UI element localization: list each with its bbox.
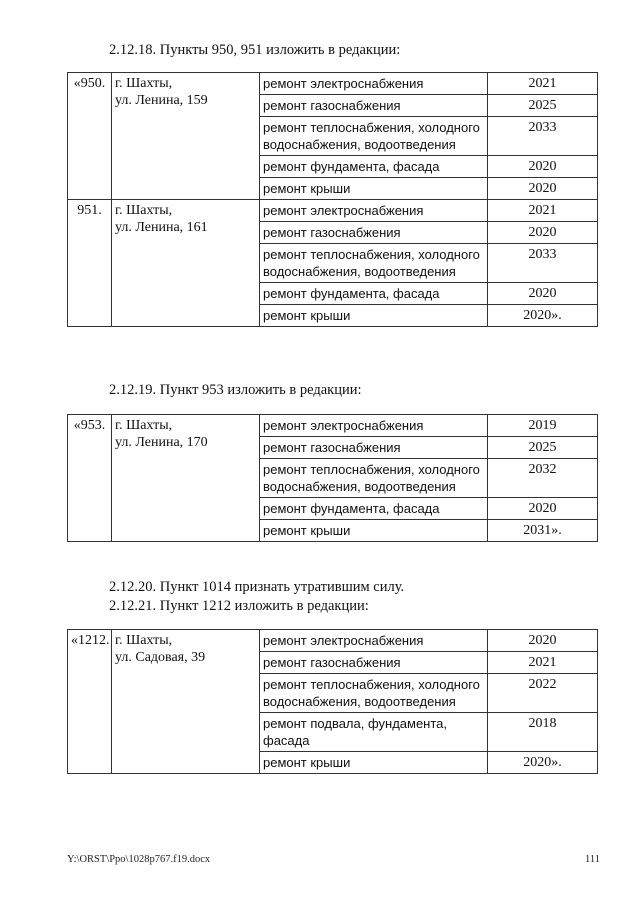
- work-year: 2021: [488, 652, 598, 674]
- address-city: г. Шахты,: [115, 76, 173, 91]
- table-items-950-951: [67, 72, 598, 327]
- work-year: 2032: [488, 459, 598, 498]
- work-type: ремонт фундамента, фасада: [260, 283, 488, 305]
- table-row: [68, 630, 598, 652]
- table-row: [68, 200, 598, 222]
- table-row: [68, 73, 598, 95]
- section-heading-2-12-20: 2.12.20. Пункт 1014 признать утратившим силу.: [109, 579, 405, 595]
- address-street: ул. Садовая, 39: [115, 650, 206, 665]
- work-year: 2019: [488, 415, 598, 437]
- work-year: 2025: [488, 95, 598, 117]
- work-type: ремонт электроснабжения: [260, 73, 488, 95]
- work-type: ремонт теплоснабжения, холодного водоснабжения, водоотведения: [260, 117, 488, 156]
- table-item-1212: [67, 629, 598, 774]
- address-street: ул. Ленина, 170: [115, 435, 208, 450]
- work-year: 2018: [488, 713, 598, 752]
- work-year: 2020».: [488, 752, 598, 774]
- item-number: «1212.: [68, 630, 112, 774]
- table-item-953: [67, 414, 598, 542]
- work-year: 2020: [488, 283, 598, 305]
- work-type: ремонт крыши: [260, 520, 488, 542]
- work-year: 2031».: [488, 520, 598, 542]
- work-type: ремонт теплоснабжения, холодного водоснабжения, водоотведения: [260, 674, 488, 713]
- address-street: ул. Ленина, 161: [115, 220, 208, 235]
- work-type: ремонт крыши: [260, 305, 488, 327]
- work-year: 2020: [488, 498, 598, 520]
- address-street: ул. Ленина, 159: [115, 93, 208, 108]
- item-number: 951.: [68, 200, 112, 327]
- work-type: ремонт теплоснабжения, холодного водоснабжения, водоотведения: [260, 244, 488, 283]
- work-type: ремонт фундамента, фасада: [260, 498, 488, 520]
- work-type: ремонт газоснабжения: [260, 222, 488, 244]
- work-type: ремонт газоснабжения: [260, 95, 488, 117]
- work-type: ремонт газоснабжения: [260, 437, 488, 459]
- work-year: 2022: [488, 674, 598, 713]
- work-year: 2021: [488, 200, 598, 222]
- footer-file-path: Y:\ORST\Ppo\1028p767.f19.docx: [67, 854, 211, 865]
- work-type: ремонт электроснабжения: [260, 630, 488, 652]
- work-year: 2020: [488, 156, 598, 178]
- work-year: 2020: [488, 178, 598, 200]
- address-city: г. Шахты,: [115, 418, 173, 433]
- item-number: «953.: [68, 415, 112, 542]
- work-type: ремонт электроснабжения: [260, 415, 488, 437]
- work-year: 2020: [488, 222, 598, 244]
- work-year: 2025: [488, 437, 598, 459]
- work-type: ремонт подвала, фундамента, фасада: [260, 713, 488, 752]
- work-type: ремонт электроснабжения: [260, 200, 488, 222]
- item-address: [112, 415, 260, 542]
- work-year: 2021: [488, 73, 598, 95]
- address-city: г. Шахты,: [115, 633, 173, 648]
- section-heading-2-12-18: 2.12.18. Пункты 950, 951 изложить в редакции:: [109, 42, 401, 58]
- page-number: 111: [585, 854, 600, 865]
- work-type: ремонт фундамента, фасада: [260, 156, 488, 178]
- item-address: [112, 200, 260, 327]
- work-year: 2033: [488, 244, 598, 283]
- table-row: [68, 415, 598, 437]
- section-heading-2-12-21: 2.12.21. Пункт 1212 изложить в редакции:: [109, 598, 369, 614]
- address-city: г. Шахты,: [115, 203, 173, 218]
- item-number: «950.: [68, 73, 112, 200]
- item-address: [112, 630, 260, 774]
- section-heading-2-12-19: 2.12.19. Пункт 953 изложить в редакции:: [109, 382, 362, 398]
- work-year: 2020: [488, 630, 598, 652]
- work-type: ремонт газоснабжения: [260, 652, 488, 674]
- work-year: 2033: [488, 117, 598, 156]
- work-year: 2020».: [488, 305, 598, 327]
- work-type: ремонт крыши: [260, 178, 488, 200]
- work-type: ремонт теплоснабжения, холодного водоснабжения, водоотведения: [260, 459, 488, 498]
- item-address: [112, 73, 260, 200]
- work-type: ремонт крыши: [260, 752, 488, 774]
